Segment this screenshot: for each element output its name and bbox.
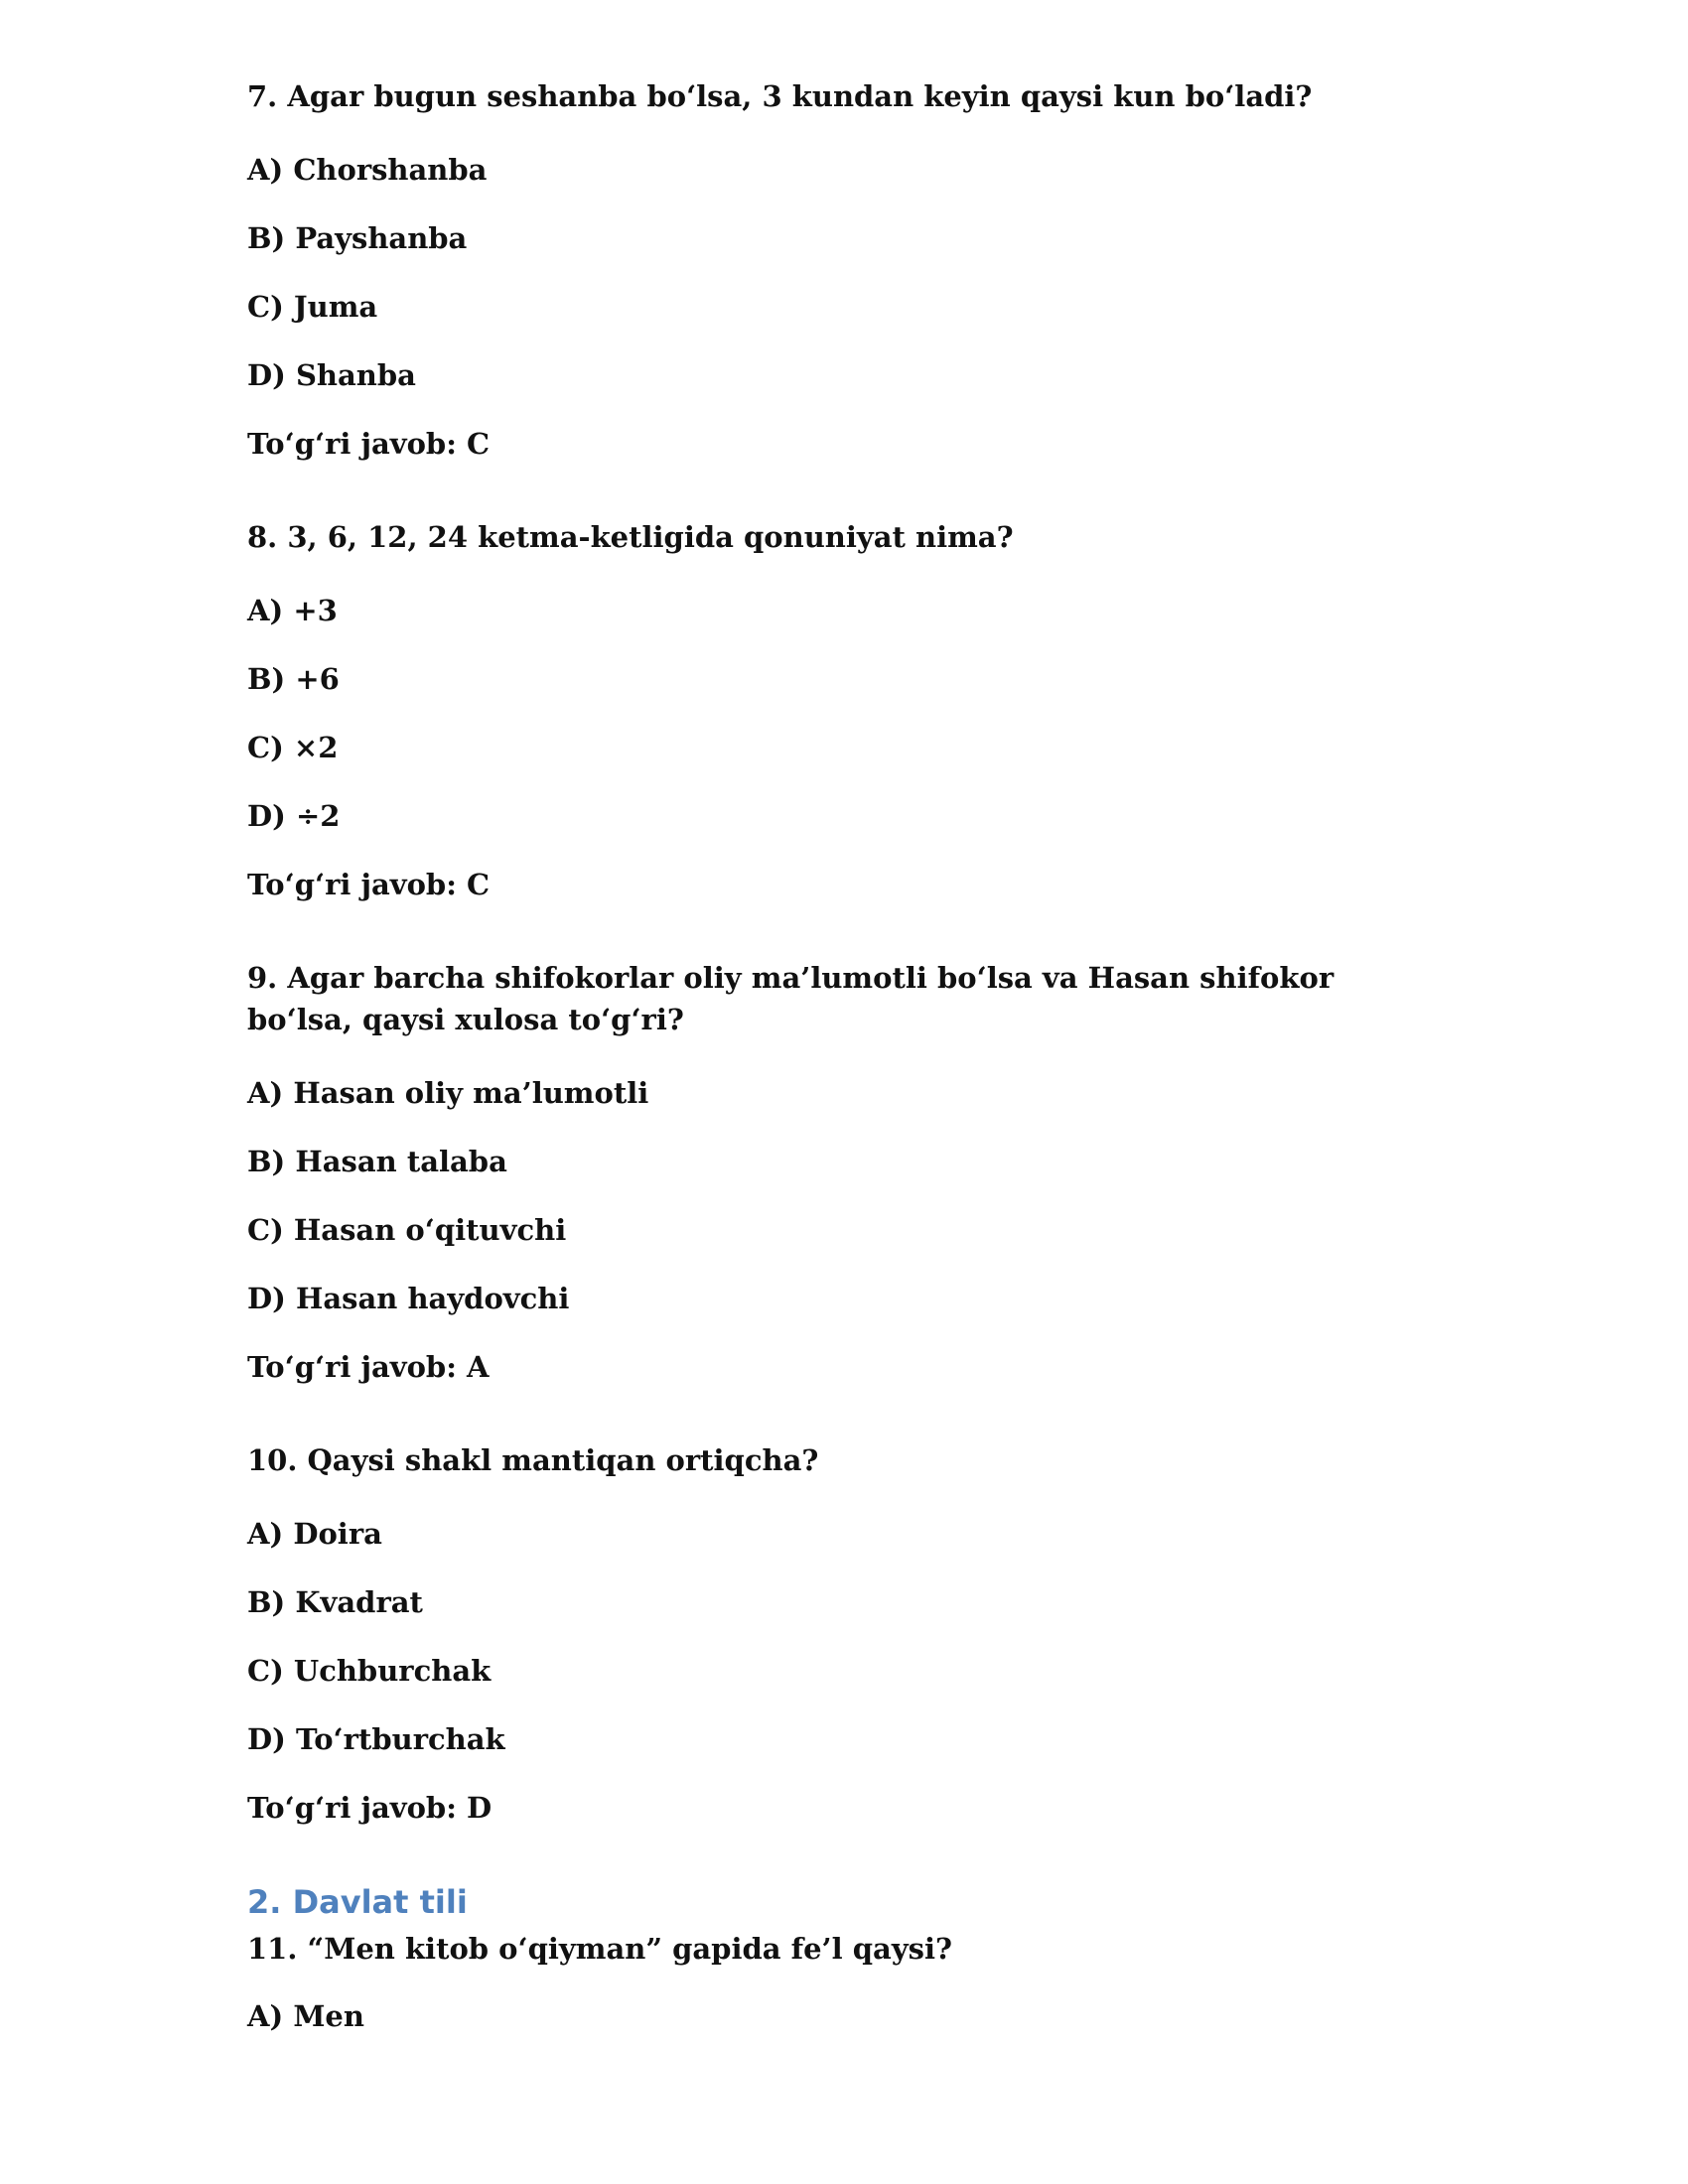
section-heading: 2. Davlat tili — [247, 1883, 468, 1921]
option-a: A) Men — [247, 1999, 364, 2033]
correct-answer: To‘g‘ri javob: C — [247, 427, 491, 461]
option-c: C) Hasan o‘qituvchi — [247, 1213, 567, 1247]
option-d: D) Hasan haydovchi — [247, 1282, 570, 1315]
question-text: 10. Qaysi shakl mantiqan ortiqcha? — [247, 1443, 819, 1477]
option-a: A) Hasan oliy ma’lumotli — [247, 1076, 649, 1110]
correct-answer: To‘g‘ri javob: A — [247, 1350, 490, 1384]
option-a: A) Doira — [247, 1517, 382, 1551]
option-b: B) Hasan talaba — [247, 1145, 507, 1178]
option-d: D) To‘rtburchak — [247, 1722, 505, 1756]
option-b: B) +6 — [247, 662, 340, 696]
question-text: 9. Agar barcha shifokorlar oliy ma’lumotli bo‘lsa va Hasan shifokor bo‘lsa, qaysi xulosa to‘g‘ri? — [247, 961, 1335, 1036]
section-davlat-tili — [247, 1880, 1419, 2037]
document-content — [247, 75, 1419, 2064]
option-a: A) Chorshanba — [247, 153, 488, 187]
option-b: B) Payshanba — [247, 221, 468, 255]
option-d: D) Shanba — [247, 358, 416, 392]
option-d: D) ÷2 — [247, 799, 341, 833]
option-c: C) ×2 — [247, 731, 339, 764]
correct-answer: To‘g‘ri javob: D — [247, 1791, 492, 1825]
question-block-8 — [247, 516, 1419, 905]
question-block-10 — [247, 1439, 1419, 1829]
question-block-7 — [247, 75, 1419, 465]
question-text: 11. “Men kitob o‘qiyman” gapida fe’l qaysi? — [247, 1932, 953, 1966]
question-block-9 — [247, 957, 1419, 1388]
question-text: 8. 3, 6, 12, 24 ketma-ketligida qonuniyat nima? — [247, 520, 1014, 554]
option-a: A) +3 — [247, 594, 338, 627]
correct-answer: To‘g‘ri javob: C — [247, 868, 491, 901]
option-b: B) Kvadrat — [247, 1585, 423, 1619]
option-c: C) Juma — [247, 290, 378, 324]
question-text: 7. Agar bugun seshanba bo‘lsa, 3 kundan keyin qaysi kun bo‘ladi? — [247, 79, 1313, 113]
option-c: C) Uchburchak — [247, 1654, 492, 1688]
